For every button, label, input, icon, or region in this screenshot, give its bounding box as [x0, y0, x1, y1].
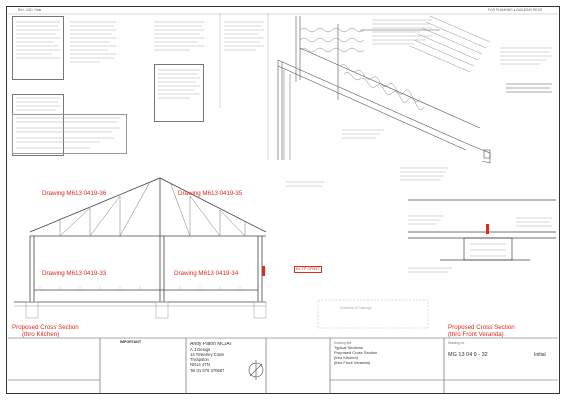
section-subtitle-right: (thro Front Veranda) [448, 331, 504, 338]
address-line-2: Thrapston [190, 358, 209, 362]
address-line-1: 14 Tinkerley Close [190, 353, 225, 357]
section-title-left: Proposed Cross Section [12, 324, 79, 331]
drawing-label-35: Drawing M613 0419-35 [178, 190, 243, 197]
section-title-right: Proposed Cross Section [448, 324, 515, 331]
drawing-title-line-2: Proposed Cross Section [334, 351, 378, 355]
drawing-label-33: Drawing M613 0419-33 [42, 270, 107, 277]
designer-name: Andy Paton MCIAT [190, 342, 233, 347]
drawing-title-line-1: Typical Sections [334, 346, 363, 350]
top-right-strip: FOR PLANNING ● BUILDING REGS [488, 8, 543, 12]
designer-role: A.J.Design [190, 348, 211, 352]
drawing-label-34: Drawing M613 0419-34 [174, 270, 239, 277]
status: Initial [534, 352, 546, 358]
callout-tag: Ex TP CPN37 [296, 267, 320, 271]
revision-strip: Rev CAD Date [18, 8, 42, 12]
drawing-title-line-4: (thro Front Veranda) [334, 361, 371, 365]
section-subtitle-left: (thro Kitchen) [22, 331, 60, 338]
postcode: NN14 4TN [190, 363, 210, 367]
drawing-title-line-3: (thro Kitchen) [334, 356, 359, 360]
drawing-no-heading: Drawing no. [448, 341, 466, 345]
drawing-label-36: Drawing M613 0419-36 [42, 190, 107, 197]
phone: Tel 01 579 370667 [190, 369, 225, 373]
drawing-title-heading: Drawing title [334, 341, 352, 345]
drainage-schedule-label: Schedule of Drainage [340, 306, 372, 310]
drawing-number: MG 13 04 9 - 32 [448, 352, 488, 358]
important-heading: IMPORTANT [120, 340, 142, 344]
